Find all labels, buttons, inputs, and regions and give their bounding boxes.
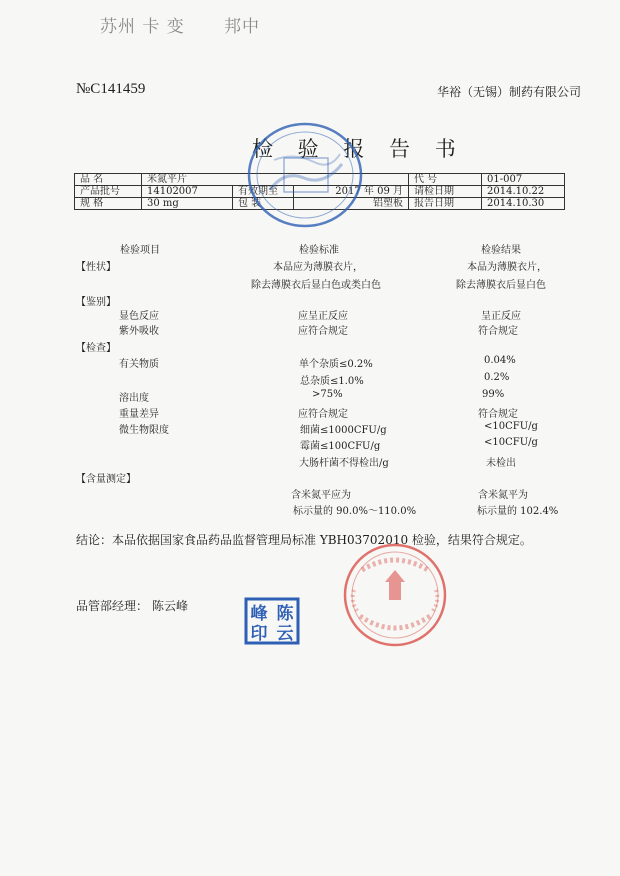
bacteria-result: <10CFU/g [484, 421, 538, 432]
assay-result-line1: 含米氮平为 [478, 490, 528, 501]
company-seal-stamp [340, 540, 450, 650]
related-substances-standard-2: 总杂质≤1.0% [300, 376, 364, 387]
mold-standard: 霉菌≤100CFU/g [300, 441, 381, 452]
seal-char-1: 峰 [250, 604, 268, 624]
company-name: 华裕（无锡）制药有限公司 [437, 85, 582, 99]
assay-standard-line1: 含米氮平应为 [291, 490, 351, 501]
handwritten-note-right: 邦中 [224, 17, 260, 37]
handwritten-note-left: 苏州 卡 变 [100, 17, 185, 37]
report-date-label: 报告日期 [409, 198, 482, 210]
product-name-value: 米氮平片 [142, 174, 409, 186]
weight-variation-item: 重量差异 [119, 409, 159, 420]
request-date-value: 2014.10.22 [482, 186, 565, 198]
column-header-result: 检验结果 [481, 245, 521, 256]
uv-absorption-result: 符合规定 [478, 326, 518, 337]
seal-char-4: 云 [276, 624, 294, 644]
section-inspection: 【检查】 [76, 343, 116, 354]
section-appearance: 【性状】 [76, 262, 116, 273]
spec-label: 规 格 [75, 198, 142, 210]
request-date-label: 请检日期 [409, 186, 482, 198]
column-header-standard: 检验标准 [299, 245, 339, 256]
assay-result-line2: 标示量的 102.4% [477, 506, 559, 517]
conclusion: 结论：本品依据国家食品药品监督管理局标准 YBH03702010 检验，结果符合规定。 [76, 533, 532, 547]
code-value: 01-007 [482, 174, 565, 186]
weight-variation-result: 符合规定 [478, 409, 518, 420]
package-value: 铝塑板 [294, 198, 409, 210]
related-substances-item: 有关物质 [119, 359, 159, 370]
column-header-item: 检验项目 [120, 245, 160, 256]
expiry-label: 有效期至 [233, 186, 294, 198]
dissolution-result: 99% [482, 389, 505, 400]
dissolution-standard: >75% [312, 389, 343, 400]
color-reaction-standard: 应呈正反应 [298, 311, 348, 322]
bacteria-standard: 细菌≤1000CFU/g [300, 425, 387, 436]
batch-label: 产品批号 [75, 186, 142, 198]
product-name-label: 品 名 [75, 174, 142, 186]
assay-standard-line2: 标示量的 90.0%～110.0% [293, 506, 417, 517]
appearance-standard-line2: 除去薄膜衣后显白色或类白色 [251, 280, 381, 291]
seal-char-3: 印 [250, 624, 268, 644]
color-reaction-result: 呈正反应 [481, 311, 521, 322]
ecoli-result: 未检出 [486, 458, 516, 469]
section-identification: 【鉴别】 [76, 297, 116, 308]
related-substances-result-1: 0.04% [484, 355, 516, 366]
color-reaction-item: 显色反应 [119, 311, 159, 322]
code-label: 代 号 [409, 174, 482, 186]
inspection-seal-stamp [244, 120, 368, 230]
report-date-value: 2014.10.30 [482, 198, 565, 210]
serial-number: №C141459 [76, 81, 146, 97]
appearance-result-line2: 除去薄膜衣后显白色 [456, 280, 546, 291]
microbial-limit-item: 微生物限度 [119, 425, 169, 436]
expiry-value: 2017 年 09 月 [294, 186, 409, 198]
manager-name: 陈云峰 [152, 599, 189, 613]
related-substances-standard-1: 单个杂质≤0.2% [299, 359, 373, 370]
batch-value: 14102007 [142, 186, 233, 198]
appearance-result-line1: 本品为薄膜衣片， [467, 262, 547, 273]
appearance-standard-line1: 本品应为薄膜衣片， [273, 262, 363, 273]
mold-result: <10CFU/g [484, 437, 538, 448]
dissolution-item: 溶出度 [119, 393, 149, 404]
weight-variation-standard: 应符合规定 [298, 409, 348, 420]
seal-char-2: 陈 [276, 604, 294, 624]
spec-value: 30 mg [142, 198, 233, 210]
uv-absorption-item: 紫外吸收 [119, 326, 159, 337]
related-substances-result-2: 0.2% [484, 372, 510, 383]
manager-seal-stamp [244, 597, 300, 645]
report-title: 检 验 报 告 书 [252, 137, 465, 161]
package-label: 包 装 [233, 198, 294, 210]
ecoli-standard: 大肠杆菌不得检出/g [299, 458, 389, 469]
uv-absorption-standard: 应符合规定 [298, 326, 348, 337]
section-assay: 【含量测定】 [76, 474, 136, 485]
manager-label: 品管部经理： [76, 599, 149, 613]
